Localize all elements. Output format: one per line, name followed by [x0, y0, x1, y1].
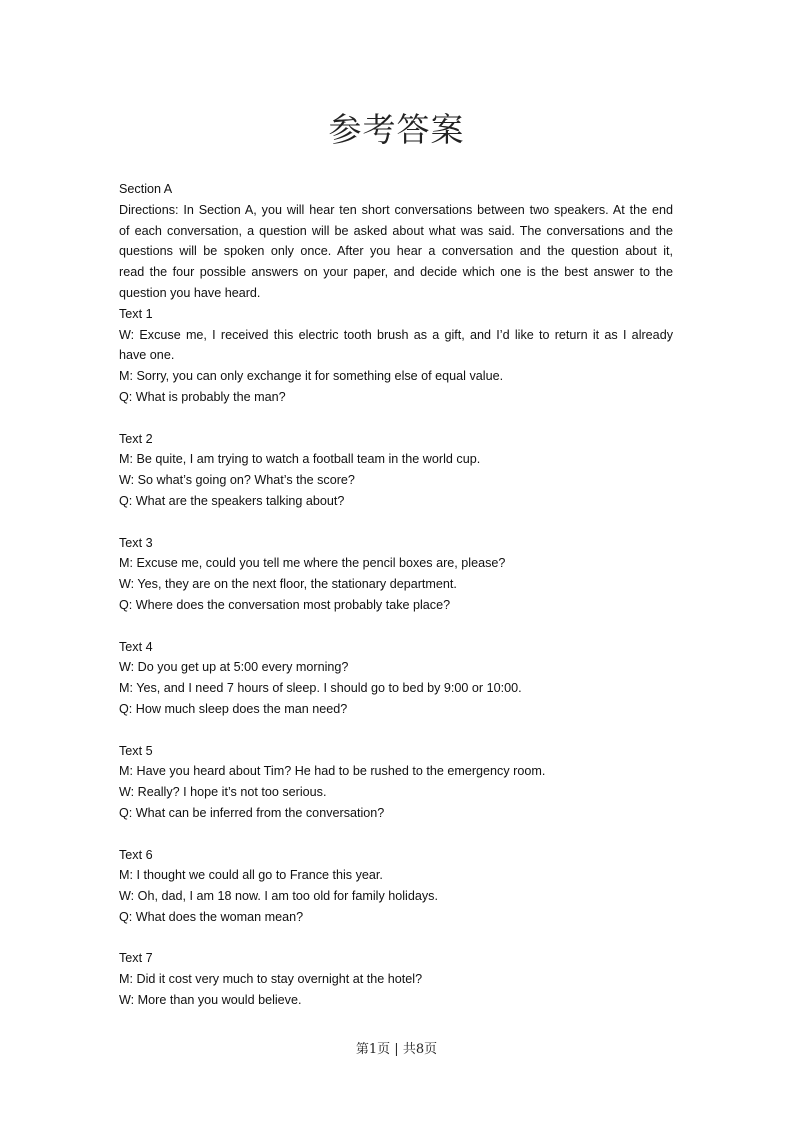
- dialogue-line: W: Excuse me, I received this electric tooth brush as a gift, and I’d like to return it as I already: [119, 327, 673, 342]
- dialogue-line: W: Yes, they are on the next floor, the stationary department.: [119, 577, 457, 592]
- dialogue-line: M: Yes, and I need 7 hours of sleep. I should go to bed by 9:00 or 10:00.: [119, 681, 522, 696]
- dialogue-line: M: Excuse me, could you tell me where the pencil boxes are, please?: [119, 556, 506, 571]
- conversation-heading: Text 3: [119, 535, 153, 550]
- page-number: 第1页 | 共8页: [355, 1042, 438, 1057]
- dialogue-line: Q: What can be inferred from the conversation?: [119, 805, 385, 820]
- dialogue-line: Q: How much sleep does the man need?: [119, 701, 348, 716]
- dialogue-line: Q: Where does the conversation most probably take place?: [119, 597, 451, 612]
- conversation-heading: Text 2: [119, 431, 153, 446]
- document-body: [119, 179, 673, 1032]
- conversation-heading: Text 5: [119, 743, 153, 758]
- dialogue-line: Q: What are the speakers talking about?: [119, 493, 345, 508]
- dialogue-line: W: Do you get up at 5:00 every morning?: [119, 660, 349, 675]
- conversation-5: [119, 741, 673, 824]
- directions-line: question you have heard.: [119, 285, 261, 300]
- dialogue-line: Q: What does the woman mean?: [119, 909, 304, 924]
- conversation-2: [119, 429, 673, 512]
- directions-line: questions will be spoken only once. After you hear a conversation and the question about it,: [119, 244, 673, 259]
- dialogue-line: W: Oh, dad, I am 18 now. I am too old for family holidays.: [119, 889, 438, 904]
- directions-line: read the four possible answers on your paper, and decide which one is the best answer to the: [119, 265, 673, 280]
- conversation-4: [119, 637, 673, 720]
- conversation-1: [119, 304, 673, 408]
- dialogue-line: W: So what’s going on? What’s the score?: [119, 473, 355, 488]
- dialogue-line: M: Have you heard about Tim? He had to be rushed to the emergency room.: [119, 764, 546, 779]
- directions-line: Directions: In Section A, you will hear ten short conversations between two speakers. At the end: [119, 202, 673, 217]
- directions: [119, 200, 673, 304]
- conversation-3: [119, 533, 673, 616]
- section-heading: Section A: [119, 182, 173, 196]
- dialogue-line: M: Sorry, you can only exchange it for something else of equal value.: [119, 369, 504, 384]
- conversation-list: [119, 304, 673, 1011]
- dialogue-line: M: Be quite, I am trying to watch a football team in the world cup.: [119, 452, 481, 467]
- page-title: 参考答案: [328, 110, 465, 149]
- conversation-7: [119, 948, 673, 1010]
- dialogue-line: Q: What is probably the man?: [119, 389, 286, 404]
- dialogue-line: have one.: [119, 348, 175, 363]
- conversation-heading: Text 1: [119, 306, 153, 321]
- conversation-heading: Text 7: [119, 951, 153, 966]
- dialogue-line: M: Did it cost very much to stay overnight at the hotel?: [119, 972, 423, 987]
- conversation-heading: Text 6: [119, 847, 153, 862]
- conversation-6: [119, 845, 673, 928]
- conversation-heading: Text 4: [119, 639, 153, 654]
- dialogue-line: W: More than you would believe.: [119, 993, 302, 1008]
- dialogue-line: M: I thought we could all go to France this year.: [119, 868, 383, 883]
- dialogue-line: W: Really? I hope it’s not too serious.: [119, 785, 327, 800]
- directions-line: of each conversation, a question will be asked about what was said. The conversations and the: [119, 223, 673, 238]
